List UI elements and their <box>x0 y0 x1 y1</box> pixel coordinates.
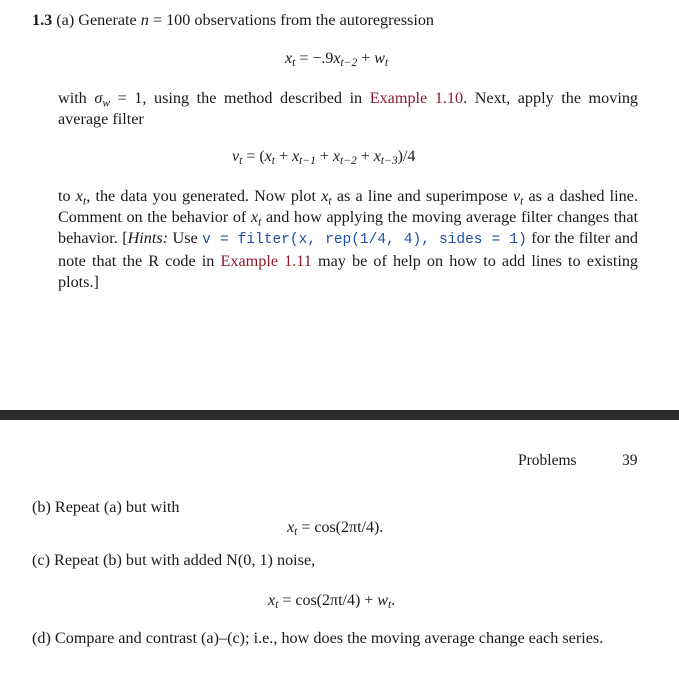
hints-label: Hints: <box>127 229 169 247</box>
part-b-text: (b) Repeat (a) but with <box>32 498 180 516</box>
part-a-plot-instructions: to $x_t$, the data you generated. Now plot $x_t$ as a line and superimpose $v_t$ as a dashed line. Comment on the behavior of $x_t$ and how applying the moving average filter changes that behavior. [Hints: Use v = filter(x, rep(1/4, 4), sides = 1) for the filter and note that the R code in Example 1.11 may be of help on how to add lines to existing plots.] <box>58 187 639 291</box>
cosine-noise-equation: $x_t = \cos(2\pi t/4) + w_t$. <box>268 592 396 612</box>
autoregression-equation: $x_t = -.9x_{t-2} + w_t$ <box>285 50 389 70</box>
part-a-filter-instructions: with $\sigma_w = 1$, using the method described in Example 1.10. Next, apply the moving average filter <box>58 89 639 128</box>
page-break-divider <box>0 410 679 420</box>
exercise-number: 1.3 <box>32 11 53 29</box>
example-1-10-link[interactable]: Example 1.10 <box>369 89 464 107</box>
cosine-equation: $x_t = \cos(2\pi t/4)$. <box>287 519 384 539</box>
exercise-1-3-part-a-intro: 1.3 (a) Generate n = 100 observations from the autoregression <box>32 11 435 29</box>
part-c-text: (c) Repeat (b) but with added N(0, 1) noise, <box>32 551 316 569</box>
n-variable: n <box>140 11 149 29</box>
r-filter-code: v = filter(x, rep(1/4, 4), sides = 1) <box>202 232 527 248</box>
moving-average-equation: $v_t = (x_t + x_{t-1} + x_{t-2} + x_{t-3})/4$ <box>232 148 416 168</box>
page-number: 39 <box>622 452 638 469</box>
running-header-section: Problems <box>518 452 577 469</box>
part-d-text: (d) Compare and contrast (a)–(c); i.e., how does the moving average change each series. <box>32 629 604 647</box>
part-a-label: (a) <box>56 11 75 29</box>
example-1-11-link[interactable]: Example 1.11 <box>220 252 312 270</box>
